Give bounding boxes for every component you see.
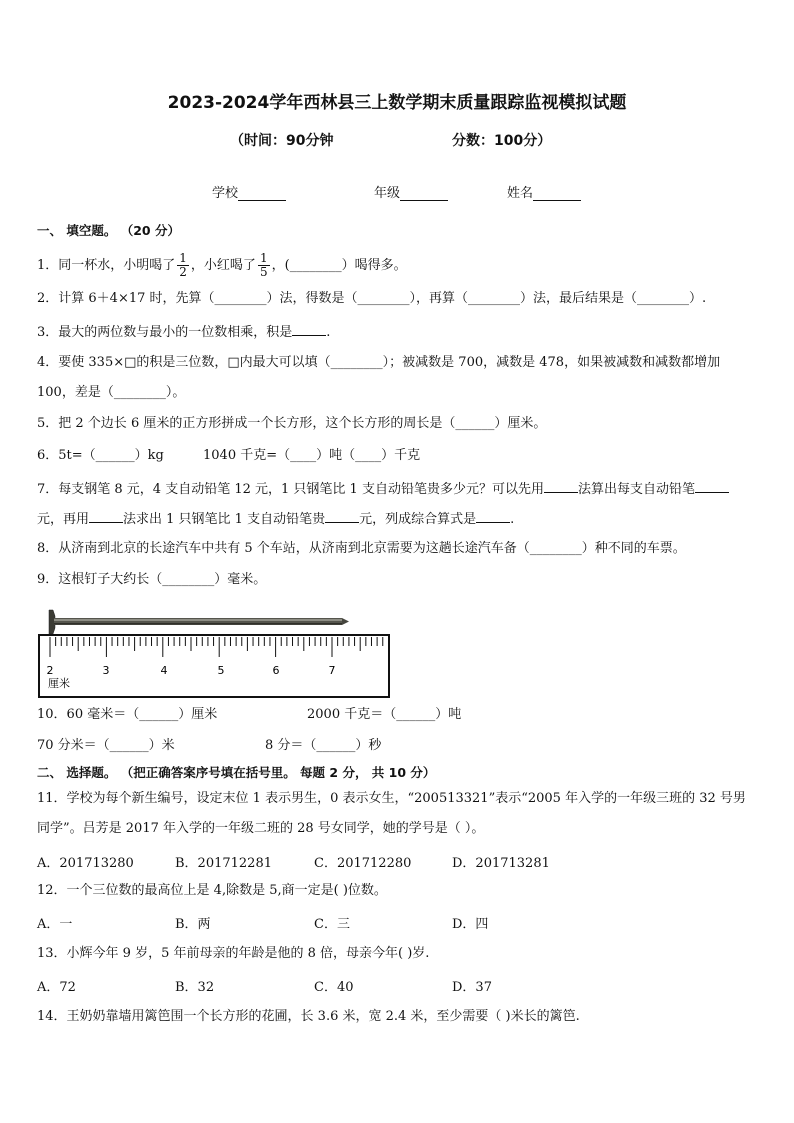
answer-blank[interactable]: [89, 509, 123, 523]
ruler-number: 3: [102, 664, 110, 677]
q7-text: 元，再用: [37, 512, 90, 527]
question-11-line2: 同学”。吕芳是 2017 年入学的一年级二班的 28 号女同学，她的学号是（ ）。: [37, 821, 485, 836]
question-4-line2: 100，差是（________）。: [37, 385, 186, 400]
q12-option-c[interactable]: C．三: [314, 917, 350, 932]
q11-option-b[interactable]: B．201712281: [175, 856, 272, 871]
fraction-one-half: [177, 252, 189, 279]
ruler-number: 7: [328, 664, 336, 677]
grade-blank[interactable]: [400, 188, 448, 201]
question-7-line1: [37, 479, 729, 499]
answer-blank[interactable]: [695, 479, 729, 493]
exam-score: 分数：100分）: [452, 133, 552, 149]
ruler-number: 5: [217, 664, 225, 677]
question-6b: 1040 千克=（____）吨（____）千克: [203, 448, 421, 463]
question-8: 8．从济南到北京的长途汽车中共有 5 个车站，从济南到北京需要为这趟长途汽车备（________）种不同的车票。: [37, 541, 686, 556]
q13-option-d[interactable]: D．37: [452, 980, 492, 995]
question-5: 5．把 2 个边长 6 厘米的正方形拼成一个长方形，这个长方形的周长是（______）厘米。: [37, 416, 547, 431]
question-3: [37, 322, 330, 342]
question-1: [37, 252, 407, 279]
exam-time: （时间：90分钟: [230, 133, 334, 149]
question-12: 12．一个三位数的最高位上是 4,除数是 5,商一定是( )位数。: [37, 883, 387, 898]
q12-option-b[interactable]: B．两: [175, 917, 211, 932]
grade-field[interactable]: [374, 182, 448, 201]
answer-blank[interactable]: [544, 479, 578, 493]
fraction-denominator: 5: [259, 265, 268, 279]
school-field[interactable]: [212, 182, 286, 201]
q7-text: 7．每支钢笔 8 元，4 支自动铅笔 12 元，1 只钢笔比 1 支自动铅笔贵多少元？可以先用: [37, 482, 544, 497]
answer-blank[interactable]: [325, 509, 359, 523]
question-13: 13．小辉今年 9 岁，5 年前母亲的年龄是他的 8 倍，母亲今年( )岁.: [37, 946, 430, 961]
fraction-one-fifth: [258, 252, 270, 279]
q1-text-a: 1．同一杯水，小明喝了: [37, 258, 176, 273]
ruler-number: 4: [160, 664, 168, 677]
q12-option-a[interactable]: A．一: [37, 917, 73, 932]
question-10b: 2000 千克＝（______）吨: [307, 707, 462, 722]
q11-option-c[interactable]: C．201712280: [314, 856, 412, 871]
answer-blank[interactable]: [476, 509, 510, 523]
ruler-number: 2: [46, 664, 54, 677]
question-10a: 10．60 毫米＝（______）厘米: [37, 707, 218, 722]
ruler-unit: 厘米: [48, 677, 70, 690]
question-4-line1: 4．要使 335×□的积是三位数，□内最大可以填（________）；被减数是 700，减数是 478，如果被减数和减数都增加: [37, 355, 721, 370]
question-10d: 8 分＝（______）秒: [265, 738, 382, 753]
school-label: 学校: [212, 186, 239, 201]
exam-title: 2023-2024学年西林县三上数学期末质量跟踪监视模拟试题: [167, 93, 627, 113]
name-label: 姓名: [507, 186, 534, 201]
q7-text: 法算出每支自动铅笔: [577, 482, 695, 497]
q7-text: 元，列成综合算式是: [359, 512, 477, 527]
q13-option-b[interactable]: B．32: [175, 980, 215, 995]
q1-text-b: ，小红喝了: [190, 258, 256, 273]
question-7-line2: [37, 509, 514, 529]
name-field[interactable]: [507, 182, 581, 201]
q3-end: .: [326, 325, 331, 340]
fraction-denominator: 2: [179, 265, 187, 279]
fraction-numerator: 1: [259, 251, 268, 265]
fraction-numerator: 1: [179, 251, 187, 265]
q11-option-d[interactable]: D．201713281: [452, 856, 550, 871]
section1-heading: 一、 填空题。 （20 分）: [37, 223, 180, 238]
name-blank[interactable]: [533, 188, 581, 201]
question-10c: 70 分米＝（______）米: [37, 738, 175, 753]
q7-text: .: [510, 512, 515, 527]
question-2: 2．计算 6＋4×17 时，先算（________）法，得数是（________），再算（________）法，最后结果是（________）.: [37, 291, 707, 306]
q13-option-a[interactable]: A．72: [37, 980, 76, 995]
question-14: 14．王奶奶靠墙用篱笆围一个长方形的花圃，长 3.6 米，宽 2.4 米，至少需要（ )米长的篱笆.: [37, 1009, 580, 1024]
q13-option-c[interactable]: C．40: [314, 980, 354, 995]
nail-ruler-figure: [38, 604, 392, 700]
q11-option-a[interactable]: A．201713280: [37, 856, 134, 871]
nail-icon: [49, 610, 349, 634]
q7-text: 法求出 1 只钢笔比 1 支自动铅笔贵: [123, 512, 326, 527]
school-blank[interactable]: [238, 188, 286, 201]
question-11-line1: 11．学校为每个新生编号，设定末位 1 表示男生，0 表示女生，“200513321”表示“2005 年入学的一年级三班的 32 号男: [37, 791, 746, 806]
answer-blank[interactable]: [292, 322, 326, 336]
question-9: 9．这根钉子大约长（________）毫米。: [37, 572, 267, 587]
ruler-number: 6: [272, 664, 280, 677]
question-6a: 6．5t=（______）kg: [37, 448, 164, 463]
q12-option-d[interactable]: D．四: [452, 917, 489, 932]
q1-text-c: ，(________）喝得多。: [271, 258, 407, 273]
q3-text: 3．最大的两位数与最小的一位数相乘，积是: [37, 325, 293, 340]
section2-heading: 二、 选择题。 （把正确答案序号填在括号里。 每题 2 分， 共 10 分）: [37, 765, 436, 780]
grade-label: 年级: [374, 186, 401, 201]
